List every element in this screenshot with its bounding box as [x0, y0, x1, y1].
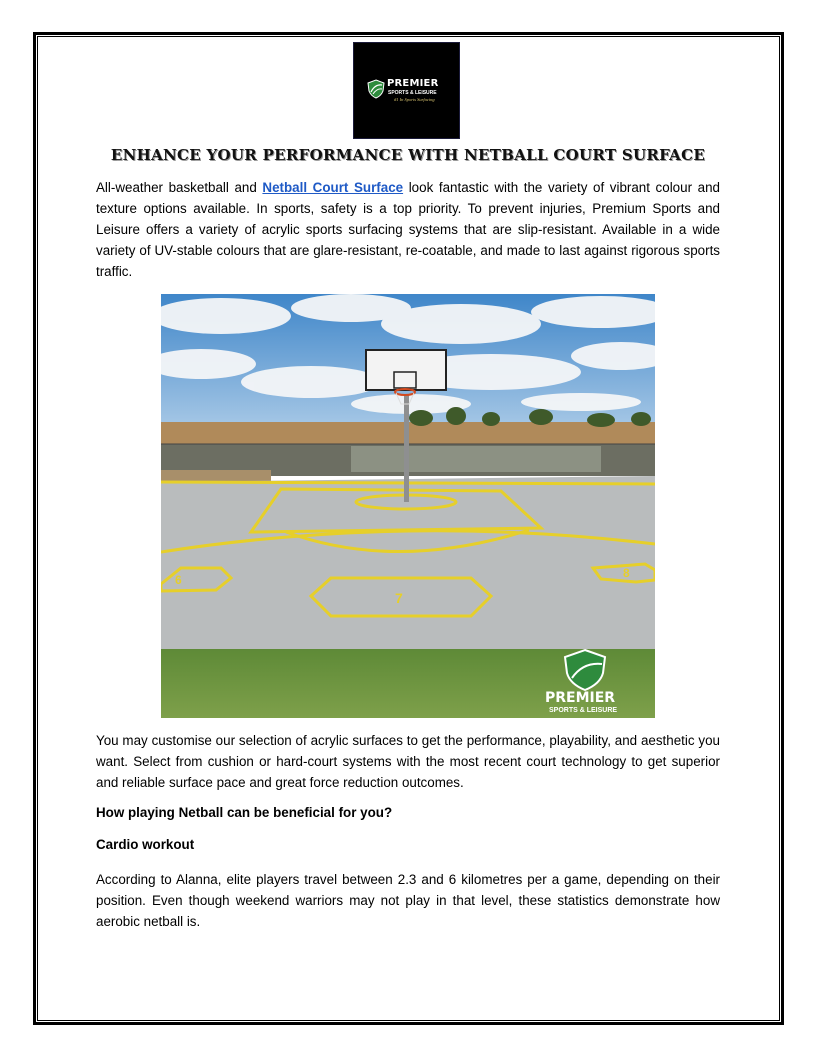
watermark-sub: SPORTS & LEISURE — [549, 707, 618, 714]
court-surface — [161, 476, 655, 654]
intro-text-after: look fantastic with the variety of vibrant colour and texture options available. In sports, safety is a top priority. To prevent injuries, Premium Sports and Leisure offers a variety of acrylic sports surfacing systems that are slip-resistant. Available in a wide variety of UV-stable colours that are glare-resistant, re-coatable, and made to last against rigorous sports traffic. — [96, 180, 720, 279]
company-logo — [353, 42, 460, 139]
logo-sub-text: SPORTS & LEISURE — [388, 90, 437, 96]
benefits-heading: How playing Netball can be beneficial for you? — [96, 805, 393, 820]
intro-text-before: All-weather basketball and — [96, 180, 263, 195]
zone-number-6: 6 — [175, 573, 182, 587]
zone-number-8: 8 — [623, 566, 630, 580]
logo-brand-text: PREMIER — [387, 78, 439, 89]
customise-paragraph: You may customise our selection of acrylic surfaces to get the performance, playability, and aesthetic you want. Select from cushion or hard-court systems with the most recent court technology to get superior and reliable surface pace and great force reduction outcomes. — [96, 733, 720, 790]
cardio-paragraph: According to Alanna, elite players travel between 2.3 and 6 kilometres per a game, depending on their position. Even though weekend warriors may not play in that level, these statistics demonstrate how aerobic netball is. — [96, 872, 720, 929]
netball-court-surface-link[interactable]: Netball Court Surface — [262, 180, 404, 195]
logo-tagline: #1 In Sports Surfacing — [394, 97, 435, 102]
page-title: ENHANCE YOUR PERFORMANCE WITH NETBALL COURT SURFACE — [110, 146, 706, 164]
shield-logo-icon — [367, 79, 385, 99]
cardio-heading: Cardio workout — [96, 837, 195, 852]
watermark-brand: PREMIER — [545, 690, 616, 706]
court-photo — [161, 294, 655, 718]
intro-paragraph — [96, 177, 720, 282]
zone-number-7: 7 — [395, 590, 403, 606]
